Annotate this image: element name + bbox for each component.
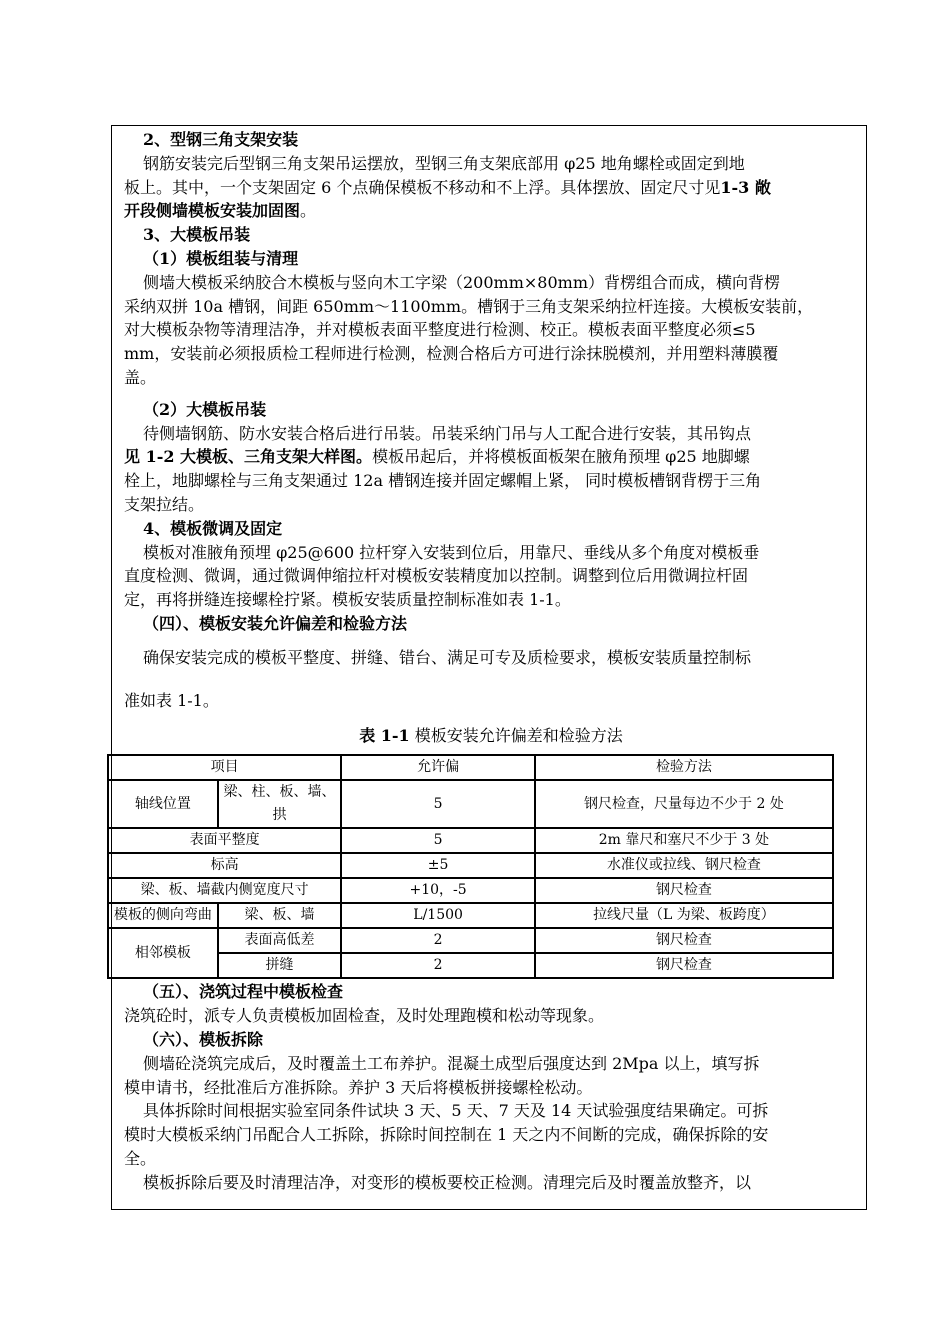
- table-cell: 表面平整度: [108, 828, 341, 853]
- table-cell: 表面高低差: [218, 928, 342, 953]
- table-cell: 梁、板、墙: [218, 903, 342, 928]
- heading-tolerance-section: （四）、模板安装允许偏差和检验方法: [143, 613, 408, 633]
- header-method: 检验方法: [535, 755, 833, 780]
- table-header-row: [108, 755, 833, 780]
- table-cell: 梁、柱、板、墙、拱: [218, 780, 342, 828]
- text-line: 板上。其中，一个支架固定 6 个点确保模板不移动和不上浮。具体摆放、固定尺寸见1-3 敞: [124, 177, 771, 197]
- heading-formwork-removal: （六）、模板拆除: [143, 1029, 264, 1049]
- text-line: 见 1-2 大模板、三角支架大样图。模板吊起后，并将模板面板架在腋角预埋 φ25 地脚螺: [124, 447, 750, 467]
- table-cell: L/1500: [341, 903, 535, 928]
- table-cell: 模板的侧向弯曲: [108, 903, 218, 928]
- text-line: 直度检测、微调，通过微调伸缩拉杆对模板安装精度加以控制。调整到位后用微调拉杆固: [124, 566, 749, 586]
- table-cell: 钢尺检查: [535, 953, 833, 978]
- document-body: [113, 128, 858, 1195]
- table-row: [108, 878, 833, 903]
- text-line: 采纳双拼 10a 槽钢，间距 650mm～1100mm。槽钢于三角支架采纳拉杆连接。大模板安装前，: [124, 296, 814, 316]
- table-cell: 标高: [108, 853, 341, 878]
- table-cell: 钢尺检查，尺量每边不少于 2 处: [535, 780, 833, 828]
- table-cell: 钢尺检查: [535, 878, 833, 903]
- table-row: [108, 953, 833, 978]
- text-line: 侧墙大模板采纳胶合木模板与竖向木工字梁（200mm×80mm）背楞组合而成，横向背楞: [143, 272, 780, 292]
- document-frame: [111, 125, 867, 1210]
- header-item: 项目: [108, 755, 341, 780]
- table-cell: 水准仪或拉线、钢尺检查: [535, 853, 833, 878]
- text-line: 盖。: [124, 367, 157, 387]
- table-row: [108, 780, 833, 828]
- table-cell: 相邻模板: [108, 928, 218, 978]
- table-cell: 2: [341, 928, 535, 953]
- text-line: 钢筋安装完后型钢三角支架吊运摆放，型钢三角支架底部用 φ25 地角螺栓或固定到地: [143, 153, 745, 173]
- table-row: [108, 903, 833, 928]
- text-line: 侧墙砼浇筑完成后，及时覆盖土工布养护。混凝土成型后强度达到 2Mpa 以上，填写拆: [143, 1053, 760, 1073]
- text-line: 准如表 1-1。: [124, 690, 219, 710]
- text-line: 全。: [124, 1148, 157, 1168]
- table-cell: 拼缝: [218, 953, 342, 978]
- text-line: 支架拉结。: [124, 494, 205, 514]
- table-cell: 2m 靠尺和塞尺不少于 3 处: [535, 828, 833, 853]
- text-line: 开段侧墙模板安装加固图。: [124, 201, 317, 221]
- header-tolerance: 允许偏: [341, 755, 535, 780]
- text-line: 模板对准腋角预埋 φ25@600 拉杆穿入安装到位后，用靠尺、垂线从多个角度对模板垂: [143, 542, 760, 562]
- table-row: [108, 928, 833, 953]
- text-line: 浇筑砼时，派专人负责模板加固检查，及时处理跑模和松动等现象。: [124, 1006, 605, 1026]
- text-line: 具体拆除时间根据实验室同条件试块 3 天、5 天、7 天及 14 天试验强度结果确定。可拆: [143, 1101, 769, 1121]
- text-line: 待侧墙钢筋、防水安装合格后进行吊装。吊装采纳门吊与人工配合进行安装，其吊钩点: [143, 423, 752, 443]
- text-line: 模时大模板采纳门吊配合人工拆除，拆除时间控制在 1 天之内不间断的完成，确保拆除的安: [124, 1125, 769, 1145]
- table-row: [108, 828, 833, 853]
- text-line: 定，再将拼缝连接螺栓拧紧。模板安装质量控制标准如表 1-1。: [124, 590, 571, 610]
- text-line: 对大模板杂物等清理洁净，并对模板表面平整度进行检测、校正。模板表面平整度必须≤5: [124, 320, 756, 340]
- text-line: 模申请书，经批准后方准拆除。养护 3 天后将模板拼接螺栓松动。: [124, 1077, 593, 1097]
- table-cell: ±5: [341, 853, 535, 878]
- table-caption: 表 1-1 模板安装允许偏差和检验方法: [359, 726, 623, 746]
- heading-pouring-check: （五）、浇筑过程中模板检查: [143, 982, 344, 1002]
- text-line: 模板拆除后要及时清理洁净，对变形的模板要校正检测。清理完后及时覆盖放整齐，以: [143, 1172, 752, 1192]
- table-cell: 5: [341, 828, 535, 853]
- table-cell: 5: [341, 780, 535, 828]
- heading-large-formwork-lifting: （2）大模板吊装: [143, 399, 267, 419]
- table-cell: 拉线尺量（L 为梁、板跨度）: [535, 903, 833, 928]
- heading-steel-bracket: 2、型钢三角支架安装: [143, 130, 299, 149]
- heading-assembly-cleaning: （1）模板组装与清理: [143, 248, 299, 268]
- text-line: 栓上，地脚螺栓与三角支架通过 12a 槽钢连接并固定螺帽上紧， 同时模板槽钢背楞于三角: [124, 471, 762, 491]
- heading-formwork-lifting: 3、大模板吊装: [143, 225, 251, 245]
- table-cell: 2: [341, 953, 535, 978]
- table-cell: +10，-5: [341, 878, 535, 903]
- table-cell: 钢尺检查: [535, 928, 833, 953]
- text-line: mm，安装前必须报质检工程师进行检测，检测合格后方可进行涂抹脱模剂，并用塑料薄膜覆: [124, 344, 779, 364]
- table-cell: 梁、板、墙截内侧宽度尺寸: [108, 878, 341, 903]
- text-line: 确保安装完成的模板平整度、拼缝、错台、满足可专及质检要求，模板安装质量控制标: [143, 647, 752, 667]
- table-row: [108, 853, 833, 878]
- table-cell: 轴线位置: [108, 780, 218, 828]
- tolerance-table: [107, 754, 834, 979]
- heading-fine-tuning: 4、模板微调及固定: [143, 518, 283, 538]
